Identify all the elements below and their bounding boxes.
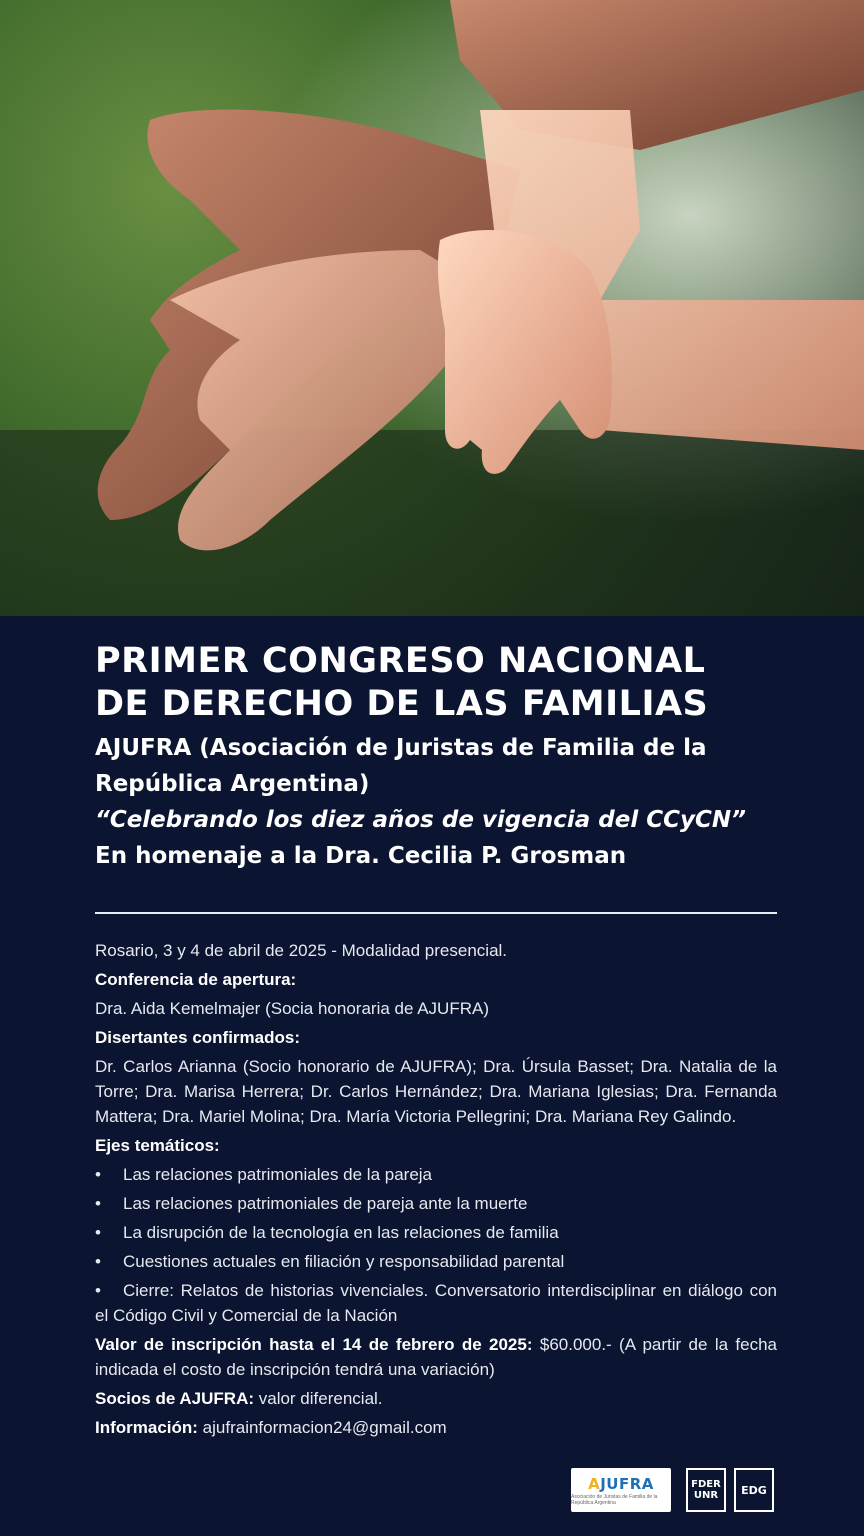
- info-label: Información:: [95, 1418, 198, 1437]
- fee-text: $60.000.- (A partir de la fecha indicada el costo de inscripción tendrá una variación): [95, 1335, 777, 1379]
- members-text: valor diferencial.: [254, 1389, 383, 1408]
- tribute: En homenaje a la Dra. Cecilia P. Grosman: [95, 843, 627, 869]
- topic-text: Cuestiones actuales en filiación y responsabilidad parental: [123, 1252, 565, 1271]
- organizer: [95, 730, 777, 802]
- opening-speaker: Dra. Aida Kemelmajer (Socia honoraria de AJUFRA): [95, 999, 489, 1018]
- ajufra-logo-tagline: Asociación de Juristas de Familia de la República Argentina: [571, 1493, 658, 1506]
- bullet-icon: •: [95, 1194, 101, 1213]
- opening-label: Conferencia de apertura:: [95, 970, 297, 989]
- list-item: [95, 1162, 777, 1187]
- list-item: [95, 1278, 777, 1328]
- bullet-icon: •: [95, 1223, 101, 1242]
- contact-info: [95, 1415, 777, 1440]
- edg-logo-text: EDG: [741, 1483, 767, 1497]
- topics-label: Ejes temáticos:: [95, 1136, 220, 1155]
- topic-text: Las relaciones patrimoniales de pareja ante la muerte: [123, 1194, 528, 1213]
- ajufra-logo-a: A: [588, 1474, 601, 1493]
- fder-unr-logo: [686, 1468, 726, 1512]
- bullet-icon: •: [95, 1252, 101, 1271]
- fder-logo-line-1: FDER: [691, 1479, 721, 1490]
- hands-illustration: [0, 0, 864, 616]
- fee-info: [95, 1332, 777, 1382]
- ajufra-logo: [571, 1468, 671, 1512]
- organizer-line-1: AJUFRA (Asociación de Juristas de Familia de la: [95, 735, 707, 761]
- hero-photo-hands: [0, 0, 864, 616]
- members-label: Socios de AJUFRA:: [95, 1389, 255, 1408]
- fder-logo-line-2: UNR: [693, 1490, 719, 1501]
- list-item: [95, 1220, 777, 1245]
- topic-text: La disrupción de la tecnología en las relaciones de familia: [123, 1223, 559, 1242]
- motto: “Celebrando los diez años de vigencia del CCyCN”: [95, 807, 746, 833]
- date-place: Rosario, 3 y 4 de abril de 2025 - Modalidad presencial.: [95, 941, 508, 960]
- details-block: [95, 938, 777, 1444]
- speakers-label: Disertantes confirmados:: [95, 1028, 300, 1047]
- ajufra-logo-rest: JUFRA: [600, 1474, 654, 1493]
- divider: [95, 912, 777, 914]
- list-item: [95, 1191, 777, 1216]
- edg-logo: [734, 1468, 774, 1512]
- list-item: [95, 1249, 777, 1274]
- title-line-2: DE DERECHO DE LAS FAMILIAS: [95, 684, 709, 724]
- info-email[interactable]: ajufrainformacion24@gmail.com: [197, 1418, 447, 1437]
- members-info: [95, 1386, 777, 1411]
- bullet-icon: •: [95, 1165, 101, 1184]
- header-block: [95, 640, 777, 874]
- speakers-list: Dr. Carlos Arianna (Socio honorario de AJUFRA); Dra. Úrsula Basset; Dra. Natalia de la Torre; Dra. Marisa Herrera; Dr. Carlos Hernández; Dra. Mariana Iglesias; Dra. Fernanda Mattera; Dra. Mariel Molina; Dra. María Victoria Pellegrini; Dra. Mariana Rey Galindo.: [95, 1057, 777, 1126]
- fee-label: Valor de inscripción hasta el 14 de febrero de 2025:: [95, 1335, 533, 1354]
- title-line-1: PRIMER CONGRESO NACIONAL: [95, 641, 706, 681]
- bullet-icon: •: [95, 1281, 101, 1300]
- organizer-line-2: República Argentina): [95, 771, 370, 797]
- topic-text: Cierre: Relatos de historias vivenciales. Conversatorio interdisciplinar en diálogo con el Código Civil y Comercial de la Nación: [95, 1281, 777, 1325]
- page-title: [95, 640, 777, 726]
- topic-text: Las relaciones patrimoniales de la pareja: [123, 1165, 433, 1184]
- ajufra-logo-name: [588, 1475, 654, 1493]
